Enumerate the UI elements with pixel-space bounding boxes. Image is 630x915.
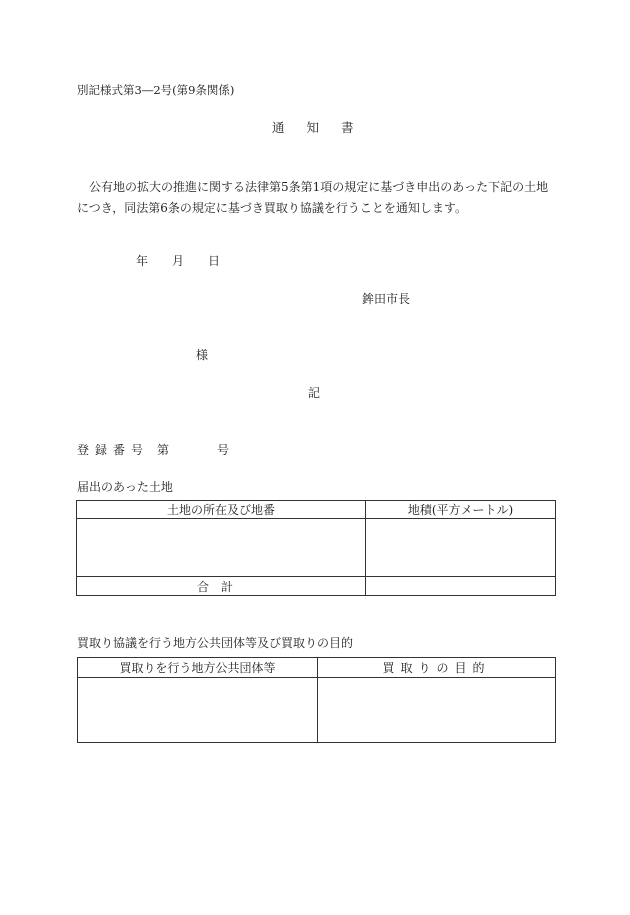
purchase-purpose-cell[interactable]: [318, 678, 556, 743]
purchase-section-label: 買取り協議を行う地方公共団体等及び買取りの目的: [77, 636, 354, 650]
date-month: 月: [172, 254, 185, 268]
date-day: 日: [208, 254, 221, 268]
purchase-entity-cell[interactable]: [78, 678, 318, 743]
land-total-cell[interactable]: [366, 577, 556, 596]
notice-body: 公有地の拡大の推進に関する法律第5条第1項の規定に基づき申出のあった下記の土地につき，同法第6条の規定に基づき買取り協議を行うことを通知します。: [77, 180, 549, 215]
land-table: [76, 500, 556, 596]
land-total-label: 合計: [77, 577, 366, 596]
land-location-cell[interactable]: [77, 519, 366, 577]
addressee-suffix: 様: [196, 348, 209, 362]
land-section-label: 届出のあった土地: [77, 480, 173, 494]
date-line: [136, 254, 220, 268]
purchase-table: [77, 657, 556, 743]
registration-number: [77, 443, 229, 457]
form-number: 別記様式第3―2号(第9条関係): [77, 83, 235, 97]
land-area-cell[interactable]: [366, 519, 556, 577]
land-header-location: 土地の所在及び地番: [77, 501, 366, 519]
ki-heading: 記: [308, 386, 321, 400]
issuer: 鉾田市長: [362, 292, 411, 306]
registration-prefix: 第: [157, 443, 170, 457]
land-header-area: 地積(平方メートル): [366, 501, 556, 519]
purchase-header-purpose: 買取りの目的: [318, 658, 556, 678]
date-year: 年: [136, 254, 149, 268]
document-title: 通知書: [272, 120, 376, 135]
registration-suffix: 号: [217, 443, 230, 457]
purchase-header-entity: 買取りを行う地方公共団体等: [78, 658, 318, 678]
registration-label: 登録番号: [77, 443, 150, 457]
